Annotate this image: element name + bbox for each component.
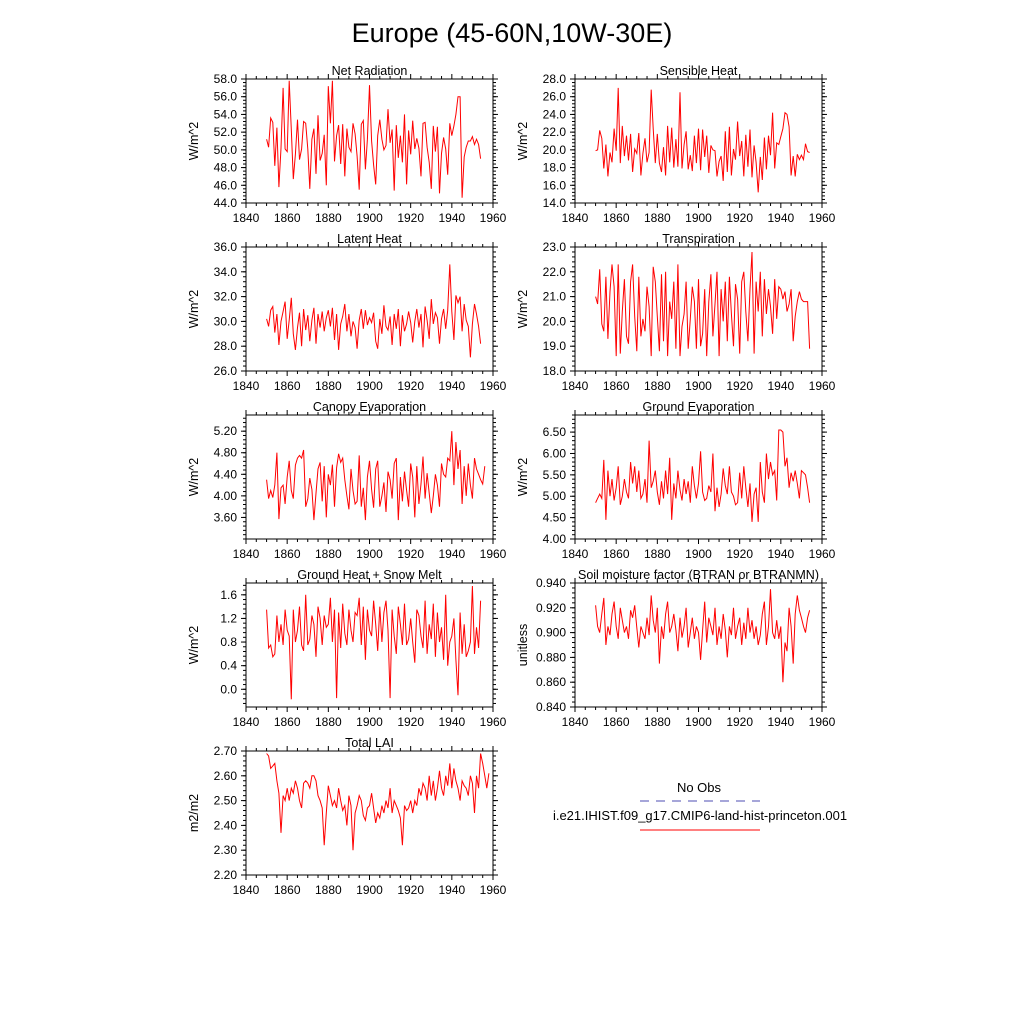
- y-tick-label: 14.0: [542, 196, 566, 210]
- x-tick-label: 1940: [767, 715, 795, 729]
- y-tick-label: 6.00: [542, 446, 566, 461]
- y-tick-label: 54.0: [213, 107, 237, 122]
- panel-title: Net Radiation: [331, 64, 408, 78]
- y-tick-label: 4.00: [542, 532, 566, 546]
- x-tick-label: 1960: [479, 715, 507, 729]
- y-tick-label: 0.920: [535, 600, 566, 615]
- x-tick-label: 1880: [314, 211, 342, 225]
- x-tick-label: 1960: [479, 211, 507, 225]
- legend-obs-label: No Obs: [676, 780, 722, 795]
- x-tick-label: 1860: [273, 547, 301, 561]
- x-tick-label: 1940: [438, 379, 466, 393]
- panel-latent-heat: [187, 232, 507, 393]
- x-tick-label: 1840: [561, 211, 589, 225]
- y-tick-label: 2.50: [213, 793, 237, 808]
- y-axis-label: W/m^2: [187, 289, 201, 329]
- series-line-canopy-evaporation: [267, 431, 485, 520]
- y-tick-label: 19.0: [542, 339, 566, 354]
- y-tick-label: 44.0: [213, 196, 237, 210]
- x-tick-label: 1860: [273, 883, 301, 897]
- x-tick-label: 1880: [643, 547, 671, 561]
- x-tick-label: 1940: [438, 883, 466, 897]
- panel-title: Ground Heat + Snow Melt: [297, 568, 442, 582]
- y-tick-label: 18.0: [542, 364, 566, 378]
- series-line-soil-moisture-factor-btran-or-btranmn: [596, 589, 810, 682]
- y-tick-label: 48.0: [213, 160, 237, 175]
- x-tick-label: 1900: [685, 379, 712, 393]
- y-tick-label: 58.0: [213, 72, 237, 86]
- x-tick-label: 1960: [808, 547, 836, 561]
- y-tick-label: 34.0: [213, 264, 237, 279]
- series-line-latent-heat: [267, 264, 481, 357]
- x-tick-label: 1940: [438, 547, 466, 561]
- x-tick-label: 1880: [314, 883, 342, 897]
- panel-ground-heat-snow-melt: [187, 568, 507, 729]
- y-tick-label: 22.0: [542, 125, 566, 140]
- y-tick-label: 4.00: [213, 488, 237, 503]
- panel-title: Latent Heat: [337, 232, 402, 246]
- series-line-net-radiation: [267, 81, 481, 198]
- x-tick-label: 1940: [767, 379, 795, 393]
- panel-transpiration: [516, 232, 836, 393]
- y-tick-label: 0.8: [220, 635, 237, 650]
- x-tick-label: 1860: [602, 379, 630, 393]
- x-tick-label: 1960: [808, 715, 836, 729]
- y-axis-label: W/m^2: [516, 121, 530, 161]
- y-tick-label: 4.40: [213, 467, 237, 482]
- panel-title: Total LAI: [345, 736, 394, 750]
- legend: [553, 780, 847, 830]
- y-tick-label: 3.60: [213, 510, 237, 525]
- x-tick-label: 1960: [479, 883, 507, 897]
- y-tick-label: 28.0: [542, 72, 566, 86]
- plot-frame: [246, 751, 493, 875]
- x-tick-label: 1940: [767, 211, 795, 225]
- y-tick-label: 2.60: [213, 768, 237, 783]
- y-tick-label: 5.50: [542, 467, 566, 482]
- y-tick-label: 0.940: [535, 576, 566, 590]
- x-tick-label: 1860: [602, 715, 630, 729]
- x-tick-label: 1840: [232, 379, 260, 393]
- y-tick-label: 36.0: [213, 240, 237, 254]
- x-tick-label: 1840: [232, 211, 260, 225]
- x-tick-label: 1840: [561, 547, 589, 561]
- y-tick-label: 46.0: [213, 178, 237, 193]
- x-tick-label: 1880: [314, 547, 342, 561]
- y-tick-label: 0.4: [220, 658, 237, 673]
- x-tick-label: 1880: [643, 379, 671, 393]
- y-tick-label: 32.0: [213, 289, 237, 304]
- series-line-ground-evaporation: [596, 430, 810, 522]
- plot-frame: [575, 79, 822, 203]
- y-tick-label: 0.900: [535, 625, 566, 640]
- x-tick-label: 1960: [479, 547, 507, 561]
- panel-sensible-heat: [516, 64, 836, 225]
- plot-frame: [246, 415, 493, 539]
- x-tick-label: 1840: [232, 883, 260, 897]
- y-tick-label: 24.0: [542, 107, 566, 122]
- y-tick-label: 23.0: [542, 240, 566, 254]
- y-tick-label: 0.840: [535, 700, 566, 714]
- x-tick-label: 1900: [356, 547, 383, 561]
- x-tick-label: 1900: [356, 211, 383, 225]
- x-tick-label: 1900: [356, 883, 383, 897]
- y-tick-label: 21.0: [542, 289, 566, 304]
- x-tick-label: 1920: [397, 211, 425, 225]
- y-tick-label: 52.0: [213, 125, 237, 140]
- x-tick-label: 1920: [397, 715, 425, 729]
- y-tick-label: 22.0: [542, 264, 566, 279]
- x-tick-label: 1960: [808, 211, 836, 225]
- y-tick-label: 0.880: [535, 650, 566, 665]
- series-line-ground-heat-snow-melt: [267, 586, 481, 699]
- y-axis-label: W/m^2: [187, 457, 201, 497]
- y-tick-label: 26.0: [213, 364, 237, 378]
- x-tick-label: 1880: [314, 379, 342, 393]
- series-line-transpiration: [596, 252, 810, 356]
- y-tick-label: 2.30: [213, 843, 237, 858]
- x-tick-label: 1860: [273, 379, 301, 393]
- y-tick-label: 20.0: [542, 314, 566, 329]
- x-tick-label: 1920: [726, 547, 754, 561]
- panel-total-lai: [187, 736, 507, 897]
- y-tick-label: 0.860: [535, 675, 566, 690]
- y-tick-label: 18.0: [542, 160, 566, 175]
- x-tick-label: 1940: [767, 547, 795, 561]
- x-tick-label: 1860: [602, 211, 630, 225]
- x-tick-label: 1880: [643, 211, 671, 225]
- y-axis-label: m2/m2: [187, 793, 201, 833]
- panel-title: Canopy Evaporation: [312, 400, 427, 414]
- x-tick-label: 1900: [356, 715, 383, 729]
- y-tick-label: 20.0: [542, 142, 566, 157]
- panel-net-radiation: [187, 64, 507, 225]
- y-tick-label: 26.0: [542, 89, 566, 104]
- y-tick-label: 30.0: [213, 314, 237, 329]
- x-tick-label: 1860: [273, 715, 301, 729]
- x-tick-label: 1880: [643, 715, 671, 729]
- y-tick-label: 5.20: [213, 424, 237, 439]
- x-tick-label: 1880: [314, 715, 342, 729]
- x-tick-label: 1920: [726, 379, 754, 393]
- panel-title: Ground Evaporation: [642, 400, 755, 414]
- x-tick-label: 1900: [685, 547, 712, 561]
- legend-model-label: i.e21.IHIST.f09_g17.CMIP6-land-hist-princeton.001: [552, 808, 848, 823]
- y-tick-label: 2.20: [213, 868, 237, 882]
- x-tick-label: 1900: [356, 379, 383, 393]
- x-tick-label: 1900: [685, 211, 712, 225]
- y-tick-label: 4.80: [213, 445, 237, 460]
- x-tick-label: 1920: [726, 211, 754, 225]
- x-tick-label: 1840: [232, 715, 260, 729]
- x-tick-label: 1920: [397, 883, 425, 897]
- y-axis-label: W/m^2: [187, 625, 201, 665]
- panel-canopy-evaporation: [187, 400, 507, 561]
- x-tick-label: 1920: [726, 715, 754, 729]
- figure-title: Europe (45-60N,10W-30E): [351, 18, 673, 48]
- x-tick-label: 1960: [808, 379, 836, 393]
- y-axis-label: W/m^2: [516, 289, 530, 329]
- series-line-sensible-heat: [596, 88, 810, 192]
- plot-frame: [246, 247, 493, 371]
- x-tick-label: 1940: [438, 715, 466, 729]
- y-tick-label: 56.0: [213, 89, 237, 104]
- panel-title: Sensible Heat: [659, 64, 738, 78]
- x-tick-label: 1860: [602, 547, 630, 561]
- y-tick-label: 2.40: [213, 818, 237, 833]
- y-tick-label: 28.0: [213, 339, 237, 354]
- series-line-total-lai: [267, 754, 489, 851]
- x-tick-label: 1840: [561, 715, 589, 729]
- y-tick-label: 1.6: [220, 587, 237, 602]
- x-tick-label: 1920: [397, 547, 425, 561]
- y-tick-label: 4.50: [542, 510, 566, 525]
- y-tick-label: 0.0: [220, 682, 237, 697]
- panel-soil-moisture-factor-btran-or-btranmn: [516, 568, 836, 729]
- y-tick-label: 16.0: [542, 178, 566, 193]
- y-tick-label: 6.50: [542, 425, 566, 440]
- panel-title: Transpiration: [662, 232, 735, 246]
- y-tick-label: 2.70: [213, 744, 237, 758]
- x-tick-label: 1940: [438, 211, 466, 225]
- panel-title: Soil moisture factor (BTRAN or BTRANMN): [577, 568, 820, 582]
- x-tick-label: 1840: [561, 379, 589, 393]
- x-tick-label: 1920: [397, 379, 425, 393]
- y-axis-label: unitless: [516, 623, 530, 667]
- panel-ground-evaporation: [516, 400, 836, 561]
- x-tick-label: 1860: [273, 211, 301, 225]
- x-tick-label: 1960: [479, 379, 507, 393]
- y-tick-label: 50.0: [213, 142, 237, 157]
- x-tick-label: 1840: [232, 547, 260, 561]
- x-tick-label: 1900: [685, 715, 712, 729]
- y-axis-label: W/m^2: [516, 457, 530, 497]
- y-tick-label: 1.2: [220, 611, 237, 626]
- y-axis-label: W/m^2: [187, 121, 201, 161]
- y-tick-label: 5.00: [542, 489, 566, 504]
- panels-container: [187, 64, 836, 897]
